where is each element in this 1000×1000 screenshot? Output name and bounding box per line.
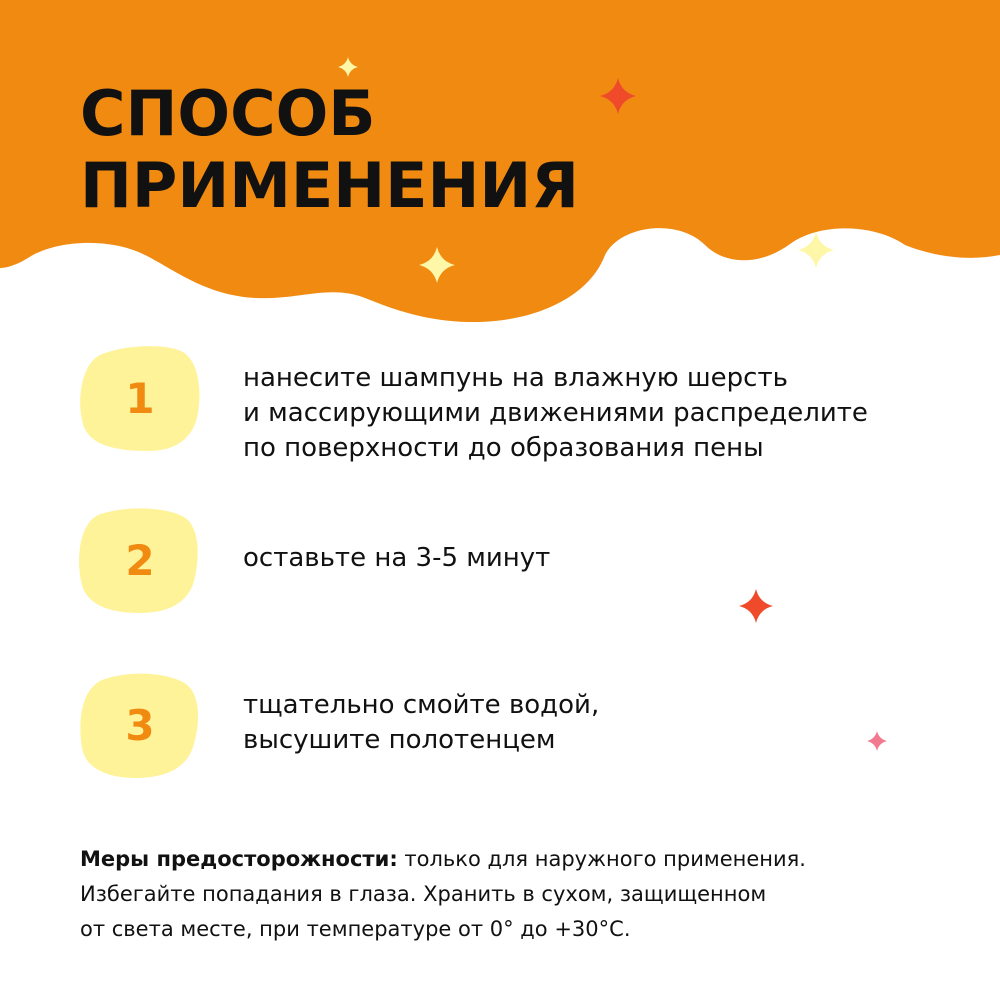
precautions-line: [80, 842, 940, 877]
precautions-note: [80, 842, 940, 947]
page-title: [80, 78, 579, 222]
sparkle-star-icon: [600, 78, 636, 114]
step-text: [243, 361, 868, 466]
precautions-line: от света месте, при температуре от 0° до +30°С.: [80, 917, 631, 941]
step-number-badge: [78, 343, 202, 453]
step-2: [78, 505, 958, 615]
sparkle-star-icon: [419, 247, 455, 283]
step-number: 3: [125, 700, 155, 750]
step-3: [78, 670, 958, 780]
step-text-line: оставьте на 3-5 минут: [243, 543, 551, 573]
title-line: СПОСОБ: [80, 77, 376, 150]
step-text: [243, 541, 550, 576]
precautions-label: Меры предосторожности:: [80, 847, 398, 871]
step-text: [243, 688, 599, 758]
step-text-line: тщательно смойте водой,: [243, 690, 600, 720]
step-text-line: и массирующими движениями распределите: [243, 398, 868, 428]
sparkle-star-icon: [798, 232, 834, 268]
precautions-line: Избегайте попадания в глаза. Хранить в сухом, защищенном: [80, 882, 767, 906]
title-line: ПРИМЕНЕНИЯ: [80, 149, 580, 222]
step-number: 2: [125, 535, 155, 585]
step-text-line: высушите полотенцем: [243, 725, 556, 755]
sparkle-star-icon: [338, 57, 358, 77]
step-number-badge: [78, 505, 202, 615]
step-text-line: нанесите шампунь на влажную шерсть: [243, 363, 788, 393]
step-1: [78, 343, 958, 463]
step-number: 1: [125, 373, 155, 423]
precautions-text: только для наружного применения.: [397, 847, 806, 871]
step-number-badge: [78, 670, 202, 780]
step-text-line: по поверхности до образования пены: [243, 433, 764, 463]
